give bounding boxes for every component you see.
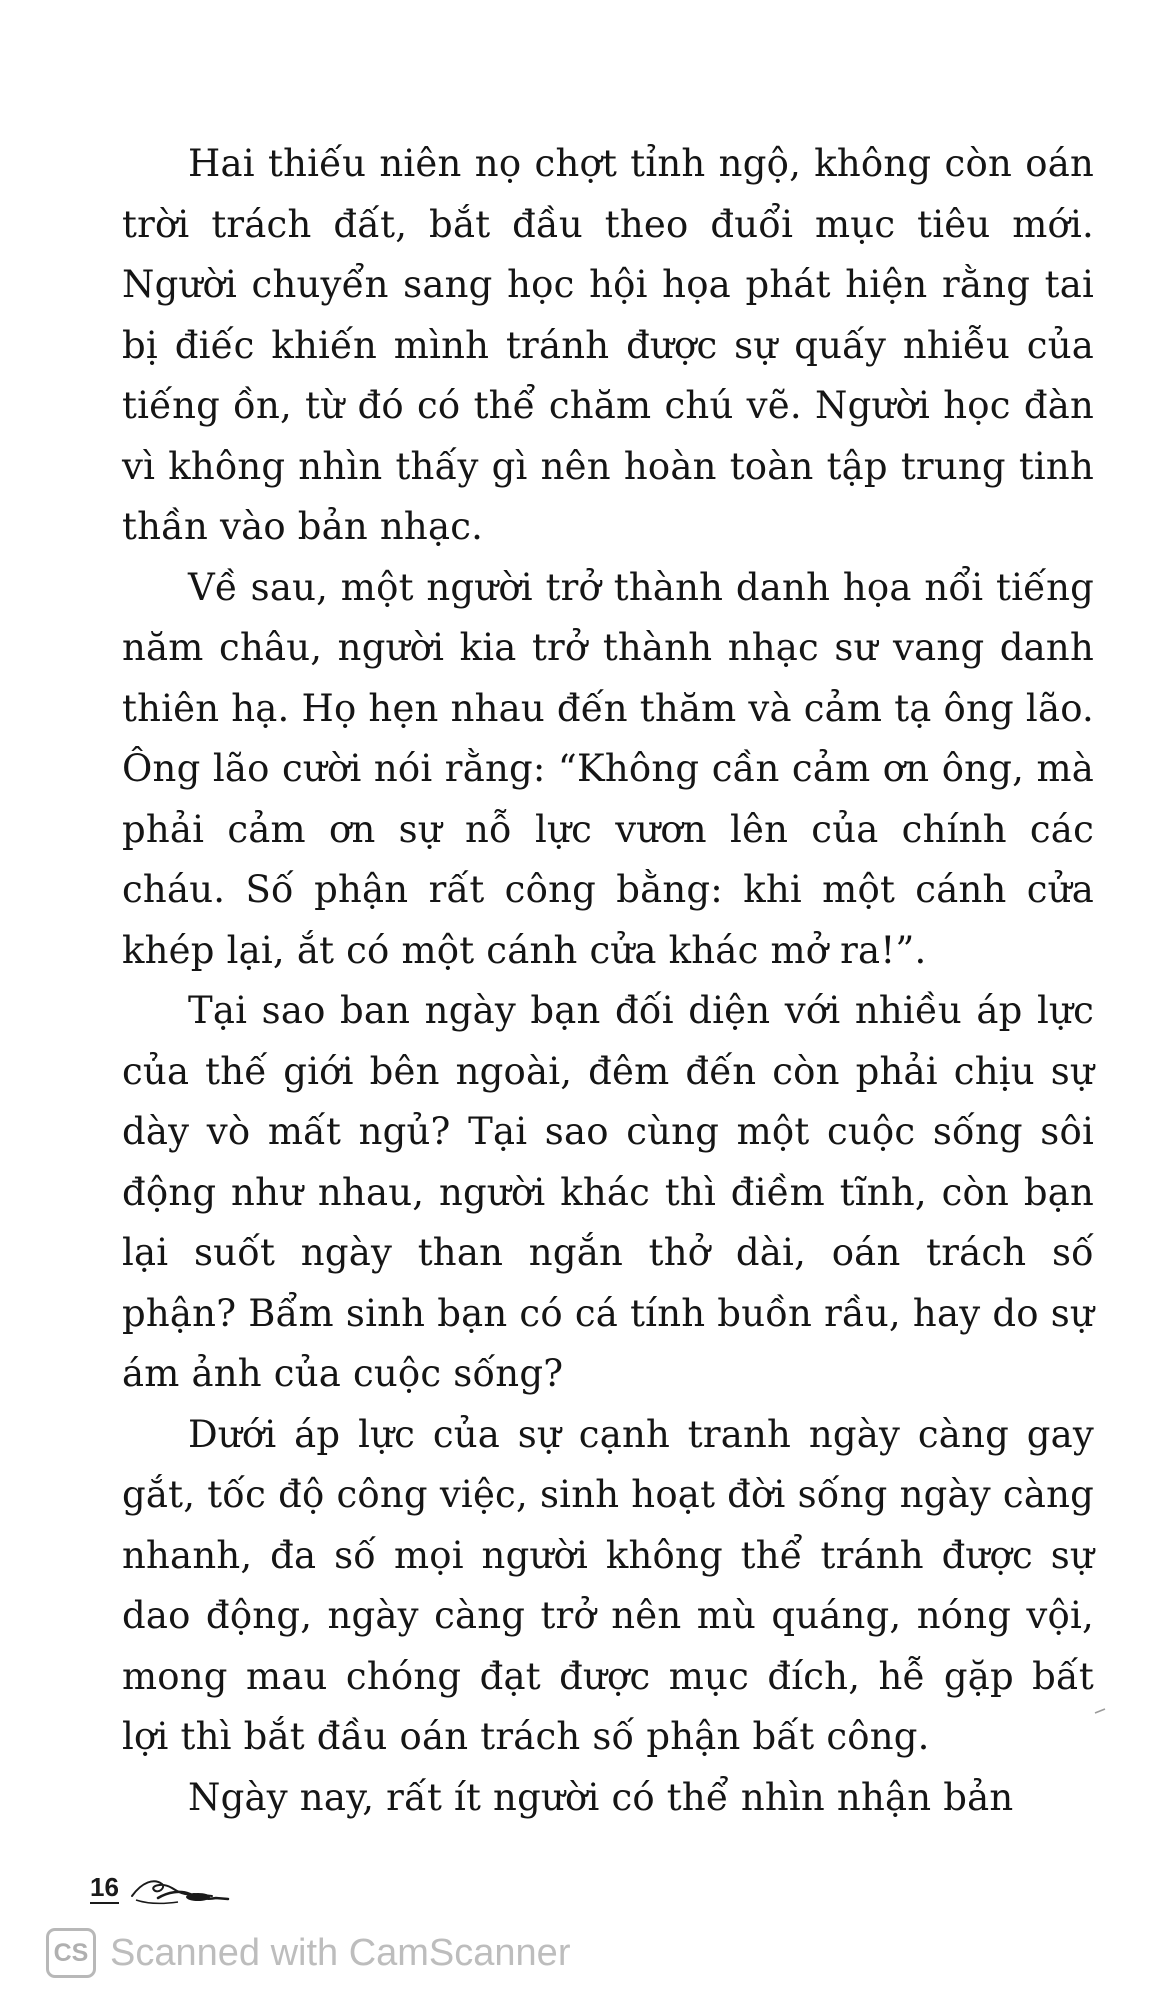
body-text [122, 134, 1094, 1828]
paragraph-5: Ngày nay, rất ít người có thể nhìn nhận bản [188, 1775, 1014, 1819]
watermark-text: Scanned with CamScanner [110, 1931, 571, 1974]
camscanner-logo-icon: CS [46, 1928, 96, 1978]
camscanner-watermark [46, 1926, 570, 1980]
paragraph-2: Về sau, một người trở thành danh họa nổi tiếng năm châu, người kia trở thành nhạc sư vang danh thiên hạ. Họ hẹn nhau đến thăm và cảm tạ ông lão. Ông lão cười nói rằng: “Không cần cảm ơn ông, mà phải cảm ơn sự nỗ lực vươn lên của chính các cháu. Số phận rất công bằng: khi một cánh cửa khép lại, ắt có một cánh cửa khác mở ra!”. [122, 565, 1094, 972]
paragraph-4: Dưới áp lực của sự cạnh tranh ngày càng gay gắt, tốc độ công việc, sinh hoạt đời sống ngày càng nhanh, đa số mọi người không thể tránh được sự dao động, ngày càng trở nên mù quáng, nóng vội, mong mau chóng đạt được mục đích, hễ gặp bất lợi thì bắt đầu oán trách số phận bất công. [122, 1412, 1094, 1758]
stray-mark-icon [1094, 1708, 1106, 1714]
page-number: 16 [90, 1872, 119, 1902]
pen-flourish-icon [128, 1874, 232, 1908]
paragraph-1: Hai thiếu niên nọ chợt tỉnh ngộ, không còn oán trời trách đất, bắt đầu theo đuổi mục tiêu mới. Người chuyển sang học hội họa phát hiện rằng tai bị điếc khiến mình tránh được sự quấy nhiễu của tiếng ồn, từ đó có thể chăm chú vẽ. Người học đàn vì không nhìn thấy gì nên hoàn toàn tập trung tinh thần vào bản nhạc. [122, 142, 1094, 548]
page-footer [90, 1872, 240, 1912]
paragraph-3: Tại sao ban ngày bạn đối diện với nhiều áp lực của thế giới bên ngoài, đêm đến còn phải chịu sự dày vò mất ngủ? Tại sao cùng một cuộc sống sôi động như nhau, người khác thì điềm tĩnh, còn bạn lại suốt ngày than ngắn thở dài, oán trách số phận? Bẩm sinh bạn có cá tính buồn rầu, hay do sự ám ảnh của cuộc sống? [122, 989, 1094, 1395]
